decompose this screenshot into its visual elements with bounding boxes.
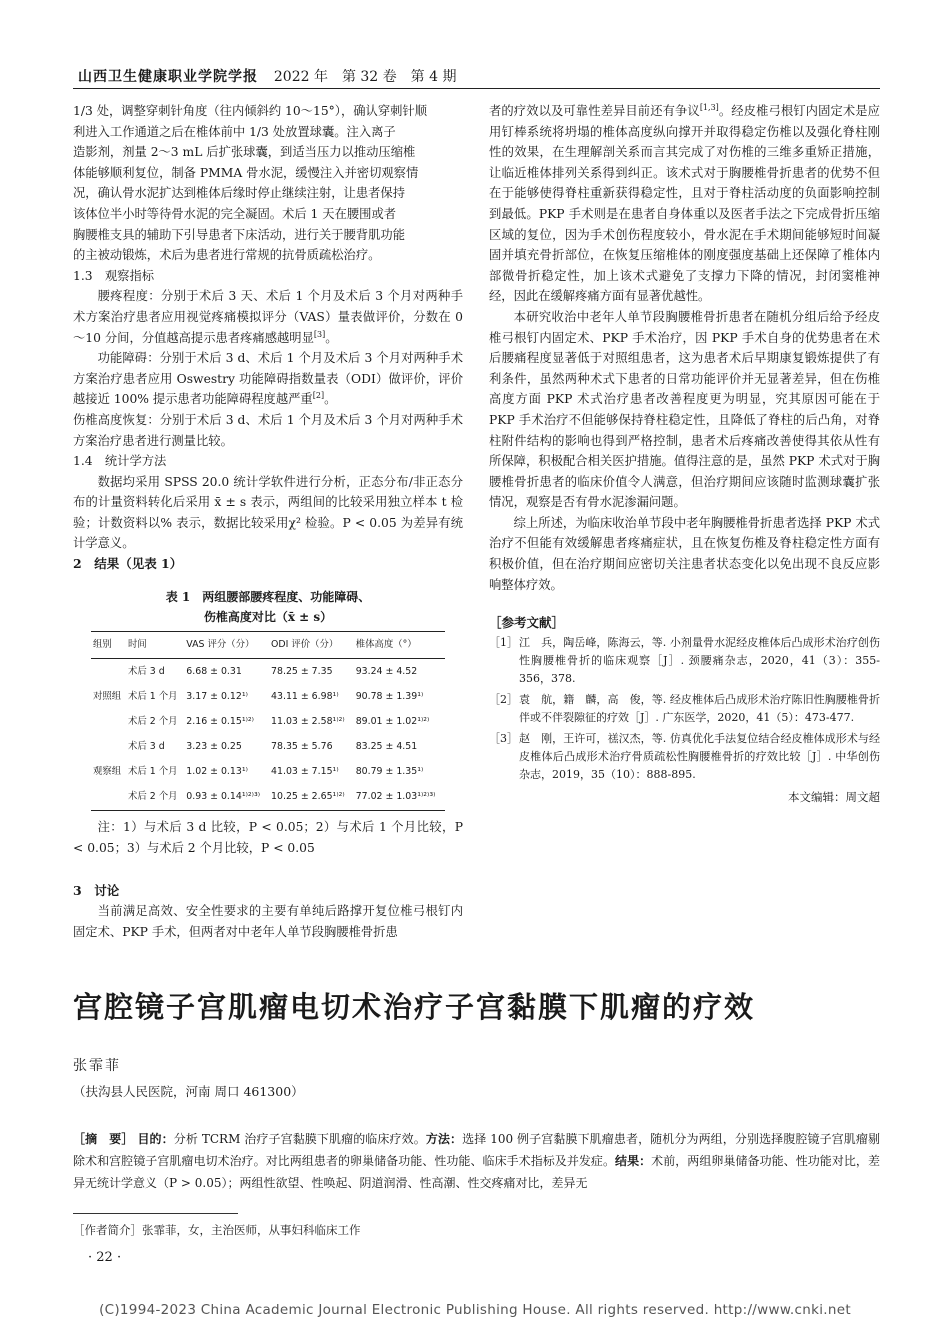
intro-line: 该体位半小时等待骨水泥的完全凝固。术后 1 天在腰围或者 bbox=[73, 206, 397, 221]
table-cell bbox=[91, 659, 126, 685]
reference-number: ［1］ bbox=[489, 635, 518, 649]
reference-number: ［2］ bbox=[489, 692, 518, 706]
table-header-cell: 椎体高度（°） bbox=[354, 631, 445, 659]
statistics-paragraph: 数据均采用 SPSS 20.0 统计学软件进行分析，正态分布/非正态分布的计量资料转化后采用 x̄ ± s 表示，两组间的比较采用独立样本 t 检验；计数资料以% 表示，数据比较采用χ² 检验。P < 0.05 为差异有统计学意义。 bbox=[73, 474, 463, 551]
table-cell: 41.03 ± 7.15¹⁾ bbox=[271, 766, 339, 778]
intro-line: 体能够顺利复位，制备 PMMA 骨水泥，缓慢注入并密切观察情 bbox=[73, 165, 419, 180]
table-cell: 78.35 ± 5.76 bbox=[271, 741, 333, 753]
section-3-heading: 3 讨论 bbox=[73, 882, 120, 898]
reference-item bbox=[489, 691, 880, 727]
reference-number: ［3］ bbox=[489, 731, 518, 745]
article-abstract bbox=[73, 1128, 880, 1194]
reference-text: 袁 航，籍 麟，高 俊，等. 经皮椎体后凸成形术治疗陈旧性胸腰椎骨折伴或不伴裂隙征的疗效［J］. 广东医学，2020，41（5）：473-477. bbox=[519, 692, 880, 724]
table-cell: 83.25 ± 4.51 bbox=[355, 741, 418, 753]
journal-issue: 2022 年 第 32 卷 第 4 期 bbox=[273, 69, 457, 85]
table-cell: 93.24 ± 4.52 bbox=[355, 665, 418, 677]
pain-citation: [3] bbox=[313, 329, 326, 339]
table-cell: 术后 1 个月 bbox=[128, 766, 178, 778]
table-cell: 11.03 ± 2.58¹⁾²⁾ bbox=[271, 715, 345, 727]
table-cell: 3.17 ± 0.12¹⁾ bbox=[186, 690, 248, 702]
discussion-paragraph-2: 本研究收治中老年人单节段胸腰椎骨折患者在随机分组后给予经皮椎弓根钉内固定术、PKP 手术治疗，因 PKP 手术自身的优势患者在术后腰痛程度显著低于对照组患者，这为患者术后早期康复锻炼提供了有利条件，虽然两种术式下患者的日常功能评价并无显著差异，但在伤椎高度方面 PKP 术式治疗患者改善程度更为明显，究其原因可能在于 PKP 手术治疗不但能够保持脊柱稳定性，且降低了脊柱的后凸角，对脊柱附件结构的影响也得到严格控制，患者术后疼痛改善使得其依从性有所保障，积极配合相关医护措施。值得注意的是，虽然 PKP 术式对于胸腰椎骨折患者的临床价值令人满意，但治疗期间应该随时监测球囊扩张情况，观察是否有骨水泥渗漏问题。 bbox=[489, 309, 880, 510]
abstract-objective-label: 目的： bbox=[137, 1132, 174, 1146]
abstract-method: 选择 100 例子宫黏膜下肌瘤患者，随机分为两组，分别选择腹腔镜子宫肌瘤剔除术和宫腔镜子宫肌瘤电切术治疗。对比两组患者的卵巢储备功能、性功能、临床手术指标及并发症。 bbox=[73, 1132, 880, 1168]
article-affiliation: （扶沟县人民医院，河南 周口 461300） bbox=[73, 1084, 304, 1099]
table-cell: 术后 2 个月 bbox=[128, 715, 178, 727]
table-cell: 对照组 bbox=[93, 690, 122, 702]
table-cell bbox=[91, 785, 126, 811]
table-cell: 90.78 ± 1.39¹⁾ bbox=[355, 690, 424, 702]
table-cell bbox=[91, 735, 126, 760]
abstract-objective: 分析 TCRM 治疗子宫黏膜下肌瘤的临床疗效。 bbox=[173, 1132, 426, 1146]
pain-text: 腰疼程度：分别于术后 3 天、术后 1 个月及术后 3 个月对两种手术方案治疗患者应用视觉疼痛模拟评分（VAS）量表做评价，分数在 0～10 分间，分值越高提示患者疼痛感越明显 bbox=[73, 289, 463, 345]
table-caption-line-2: 伤椎高度对比（x̄ ± s） bbox=[203, 609, 333, 624]
function-end: 。 bbox=[324, 392, 337, 407]
article-author: 张霏菲 bbox=[73, 1058, 121, 1074]
table-cell: 3.23 ± 0.25 bbox=[186, 741, 242, 753]
table-row bbox=[91, 659, 445, 685]
reference-text: 赵 刚，王许可，禚汉杰，等. 仿真优化手法复位结合经皮椎体成形术与经皮椎体后凸成形术治疗骨质疏松性胸腰椎骨折的疗效比较［J］. 中华创伤杂志，2019，35（10）：888-895. bbox=[519, 731, 880, 781]
table-cell: 80.79 ± 1.35¹⁾ bbox=[355, 766, 424, 778]
section-1-4-heading: 1.4 统计学方法 bbox=[73, 454, 167, 469]
reference-item bbox=[489, 634, 880, 688]
page-number: · 22 · bbox=[88, 1250, 122, 1265]
intro-line: 的主被动锻炼，术后为患者进行常规的抗骨质疏松治疗。 bbox=[73, 248, 381, 263]
intro-line: 况，确认骨水泥扩达到椎体后缘时停止继续注射，让患者保持 bbox=[73, 186, 406, 201]
left-column bbox=[73, 101, 463, 942]
abstract-method-label: 方法： bbox=[425, 1132, 463, 1146]
intro-line: 利进入工作通道之后在椎体前中 1/3 处放置球囊。注入离子 bbox=[73, 124, 396, 139]
table-cell: 89.01 ± 1.02¹⁾²⁾ bbox=[355, 715, 430, 727]
journal-header bbox=[78, 66, 456, 86]
section-1-3-heading: 1.3 观察指标 bbox=[73, 268, 155, 283]
table-row bbox=[91, 785, 445, 811]
table-cell: 6.68 ± 0.31 bbox=[186, 665, 242, 677]
table-wrapper bbox=[73, 627, 463, 812]
pain-end: 。 bbox=[325, 330, 338, 345]
table-row bbox=[91, 735, 445, 760]
table-cell: 术后 2 个月 bbox=[126, 785, 184, 811]
table-cell: 术后 1 个月 bbox=[128, 690, 178, 702]
discussion-citation: [1,3] bbox=[699, 102, 719, 112]
reference-text: 江 兵，陶岳峰，陈海云，等. 小剂量骨水泥经皮椎体后凸成形术治疗创伤性胸腰椎骨折的临床观察［J］. 颈腰痛杂志，2020，41（3）：355-356，378. bbox=[519, 635, 880, 685]
editor-credit: 本文编辑：周文超 bbox=[788, 789, 880, 804]
table-header-row bbox=[91, 631, 445, 659]
function-citation: [2] bbox=[312, 391, 325, 401]
table-header-cell: VAS 评分（分） bbox=[184, 631, 269, 659]
header-rule bbox=[73, 88, 880, 89]
journal-name: 山西卫生健康职业学院学报 bbox=[78, 69, 258, 85]
table-header-cell: 组别 bbox=[91, 631, 126, 659]
table-row bbox=[91, 684, 445, 709]
table-header-cell: 时间 bbox=[126, 631, 184, 659]
article-title: 宫腔镜子宫肌瘤电切术治疗子宫黏膜下肌瘤的疗效 bbox=[73, 990, 756, 1024]
table-cell: 77.02 ± 1.03¹⁾²⁾³⁾ bbox=[354, 785, 445, 811]
abstract-result: 术前，两组卵巢储备功能、性功能对比，差异无统计学意义（P > 0.05）；两组性欲望、性唤起、阴道润滑、性高潮、性交疼痛对比，差异无 bbox=[73, 1154, 880, 1190]
table-cell: 1.02 ± 0.13¹⁾ bbox=[186, 766, 248, 778]
discussion-paragraph-1 bbox=[489, 101, 880, 307]
intro-line: 胸腰椎支具的辅助下引导患者下床活动，进行关于腰背肌功能 bbox=[73, 227, 406, 242]
table-caption-line-1: 表 1 两组腰部腰疼程度、功能障碍、 bbox=[165, 589, 371, 604]
table-row bbox=[91, 760, 445, 785]
table-cell: 2.16 ± 0.15¹⁾²⁾ bbox=[186, 715, 254, 727]
discussion-text-a: 者的疗效以及可靠性差异目前还有争议 bbox=[489, 104, 700, 118]
table-note: 注：1）与术后 3 d 比较，P < 0.05；2）与术后 1 个月比较，P < 0.05；3）与术后 2 个月比较，P < 0.05 bbox=[73, 820, 463, 855]
table-cell: 0.93 ± 0.14¹⁾²⁾³⁾ bbox=[184, 785, 269, 811]
table-cell: 术后 3 d bbox=[128, 665, 165, 677]
references-heading: ［参考文献］ bbox=[489, 615, 565, 631]
copyright-line: (C)1994-2023 China Academic Journal Electronic Publishing House. All rights reserved. http://www.cnki.net bbox=[99, 1302, 851, 1318]
function-paragraph bbox=[73, 348, 463, 410]
conclusion-paragraph: 综上所述，为临床收治单节段中老年胸腰椎骨折患者选择 PKP 术式治疗不但能有效缓解患者疼痛症状，且在恢复伤椎及脊柱稳定性方面有积极价值，但在治疗期间应密切关注患者状态变化以免出现不良反应影响整体疗效。 bbox=[489, 515, 880, 592]
abstract-result-label: 结果： bbox=[615, 1154, 652, 1168]
references-list bbox=[489, 634, 880, 784]
footnote-rule bbox=[73, 1213, 238, 1214]
discussion-text-b: 。经皮椎弓根钉内固定术是应用钉棒系统将坍塌的椎体高度纵向撑开并取得稳定伤椎以及强化脊柱刚性的效果，在生理解剖关系而言其完成了对伤椎的三维多重矫正措施，让临近椎体排列关系得到纠正。该术式对于胸腰椎骨折患者的优势不但在于能够使得脊柱重新获得稳定性，且对于脊柱活动度的负面影响控制到最低。PKP 手术则是在患者自身体重以及医者手法之下完成骨折压缩区域的复位，因为手术创伤程度较小，骨水泥在手术期间能够短时间凝固并填充骨折部位，在恢复压缩椎体的刚度强度基础上还保障了椎体内部微骨折稳定性，加上该术式避免了支撑力下降的情况，封闭窦椎神经，因此在缓解疼痛方面有显著优越性。 bbox=[489, 104, 880, 304]
discussion-start: 当前满足高效、安全性要求的主要有单纯后路撑开复位椎弓根钉内固定术、PKP 手术，但两者对中老年人单节段胸腰椎骨折患 bbox=[73, 904, 463, 939]
intro-line: 造影剂，剂量 2～3 mL 后扩张球囊，到适当压力以推动压缩椎 bbox=[73, 145, 416, 160]
table-cell bbox=[91, 710, 126, 735]
section-2-heading: 2 结果（见表 1） bbox=[73, 556, 183, 572]
results-table bbox=[91, 631, 445, 812]
table-cell: 观察组 bbox=[93, 766, 122, 778]
author-note: ［作者简介］张霏菲，女，主治医师，从事妇科临床工作 bbox=[73, 1223, 361, 1237]
intro-line: 1/3 处，调整穿刺针角度（往内倾斜约 10～15°），确认穿刺针顺 bbox=[73, 104, 428, 118]
table-cell: 术后 3 d bbox=[128, 741, 165, 753]
right-column bbox=[489, 101, 880, 807]
height-paragraph: 伤椎高度恢复：分别于术后 3 d、术后 1 个月及术后 3 个月对两种手术方案治疗患者进行测量比较。 bbox=[73, 412, 463, 448]
abstract-label: ［摘 要］ bbox=[73, 1132, 134, 1146]
reference-item bbox=[489, 730, 880, 784]
table-cell: 78.25 ± 7.35 bbox=[271, 665, 333, 677]
table-row bbox=[91, 710, 445, 735]
table-cell: 10.25 ± 2.65¹⁾²⁾ bbox=[269, 785, 354, 811]
pain-paragraph bbox=[73, 286, 463, 348]
table-header-cell: ODI 评价（分） bbox=[269, 631, 354, 659]
table-cell: 43.11 ± 6.98¹⁾ bbox=[271, 690, 339, 702]
function-text: 功能障碍：分别于术后 3 d、术后 1 个月及术后 3 个月对两种手术方案治疗患者应用 Oswestry 功能障碍指数量表（ODI）做评价，评价越接近 100% 提示患者功能障碍程度越严重 bbox=[73, 351, 463, 407]
intro-lines bbox=[73, 101, 463, 266]
